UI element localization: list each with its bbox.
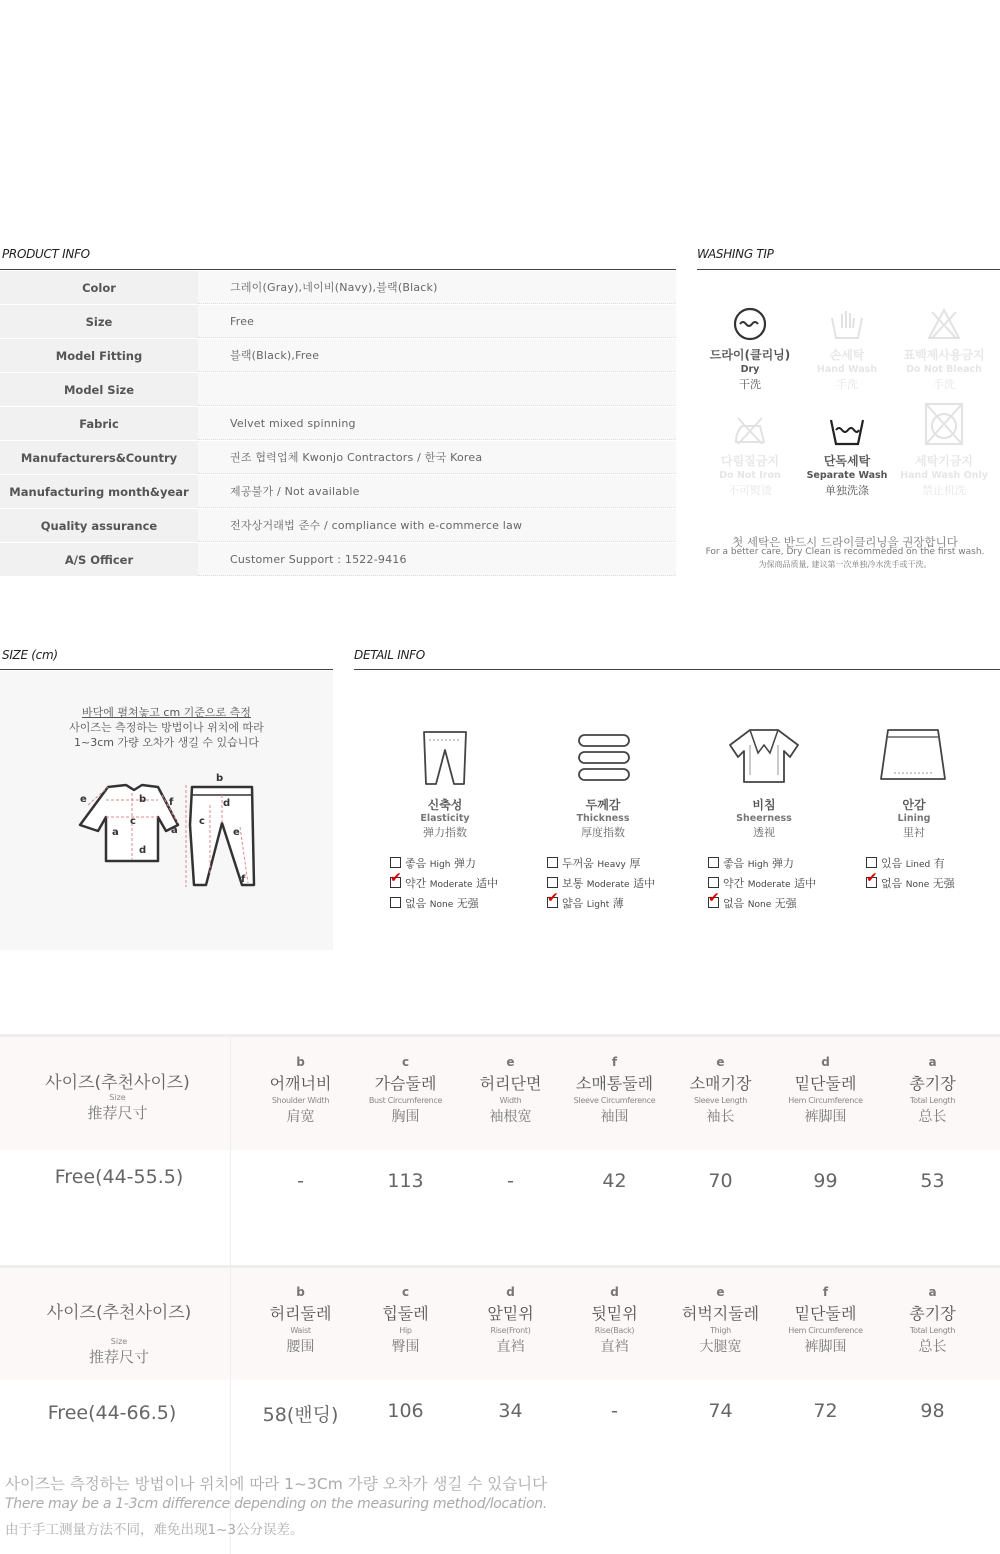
wash-item-separate: 단독세탁 Separate Wash 单独洗涤 <box>797 412 897 498</box>
product-info-label: Fabric <box>0 407 198 440</box>
garment-diagram <box>70 765 270 895</box>
diagram-letter: e <box>80 794 87 805</box>
wash-item-dry: 드라이(클리닝) Dry 干洗 <box>700 306 800 392</box>
column-header: f 밑단둘레 Hem Circumference 裤脚围 <box>788 1285 863 1355</box>
wash-item-iron: 다림질금지 Do Not Iron 不可熨烫 <box>700 412 800 498</box>
detail-option: 보통 Moderate 适中 <box>547 875 655 891</box>
no-machine-wash-icon <box>922 400 966 448</box>
footer-note-cn: 由于手工测量方法不同，难免出现1~3公分误差。 <box>5 1522 304 1538</box>
product-info-value <box>198 373 676 406</box>
table-cell: 53 <box>920 1170 945 1192</box>
diagram-letter: b <box>216 773 224 784</box>
detail-elasticity: 신축성 Elasticity 弹力指数 <box>420 798 470 839</box>
column-header: a 총기장 Total Length 总长 <box>909 1285 956 1355</box>
table-cell: 42 <box>602 1170 627 1192</box>
checkbox-icon <box>708 857 719 868</box>
column-header: e 허벅지둘레 Thigh 大腿宽 <box>681 1285 760 1355</box>
detail-option: ✔없음 None 无强 <box>866 875 955 891</box>
bottom-row-label: Free(44-66.5) <box>47 1402 177 1424</box>
no-bleach-icon <box>926 306 962 342</box>
detail-option: 좋음 High 弹力 <box>708 855 794 871</box>
diagram-letter: d <box>139 845 147 856</box>
checkbox-icon <box>866 857 877 868</box>
product-info-value: 권조 협력업체 Kwonjo Contractors / 한국 Korea <box>198 441 676 474</box>
table-cell: 70 <box>708 1170 733 1192</box>
table-cell: 34 <box>498 1400 523 1422</box>
layers-icon <box>576 732 632 784</box>
checkbox-icon <box>708 897 719 908</box>
checkbox-icon <box>390 877 401 888</box>
table-cell: 74 <box>708 1400 733 1422</box>
diagram-letter: f <box>241 874 246 885</box>
checkbox-icon <box>866 877 877 888</box>
washing-tip-title: WASHING TIP <box>697 247 774 261</box>
table-cell: - <box>297 1170 304 1192</box>
detail-info-title: DETAIL INFO <box>354 648 425 662</box>
column-header: e 소매기장 Sleeve Length 袖长 <box>689 1055 752 1125</box>
column-header: b 어깨너비 Shoulder Width 肩宽 <box>269 1055 332 1125</box>
table-cell: 113 <box>387 1170 424 1192</box>
wash-note-ko: 첫 세탁은 반드시 드라이클리닝을 권장합니다 <box>732 535 958 549</box>
detail-option: ✔없음 None 无强 <box>708 895 797 911</box>
diagram-letter: a <box>112 827 119 838</box>
product-info-row <box>0 271 676 305</box>
diagram-letter: c <box>199 816 205 827</box>
product-info-table <box>0 271 676 577</box>
table-cell: 106 <box>387 1400 424 1422</box>
size-note-1: 바닥에 펼쳐놓고 cm 기준으로 측정 <box>82 706 251 719</box>
shirt-icon <box>728 727 800 785</box>
column-header: d 밑단둘레 Hem Circumference 裤脚围 <box>788 1055 863 1125</box>
checkbox-icon <box>547 877 558 888</box>
column-header: d 뒷밑위 Rise(Back) 直裆 <box>591 1285 638 1355</box>
product-info-row <box>0 441 676 475</box>
skirt-icon <box>878 727 948 783</box>
column-header: c 가슴둘레 Bust Circumference 胸围 <box>368 1055 443 1125</box>
table-cell: 98 <box>920 1400 945 1422</box>
column-header: b 허리둘레 Waist 腰围 <box>269 1285 332 1355</box>
product-info-row <box>0 305 676 339</box>
detail-option: 있음 Lined 有 <box>866 855 945 871</box>
product-info-value: 전자상거래법 준수 / compliance with e-commerce law <box>198 509 676 542</box>
checkbox-icon <box>708 877 719 888</box>
checkbox-icon <box>390 857 401 868</box>
wash-item-bleach: 표백제사용금지 Do Not Bleach 手洗 <box>894 306 994 392</box>
detail-thickness: 두께감 Thickness 厚度指数 <box>576 798 630 839</box>
divider <box>354 669 1000 670</box>
product-info-label: Manufacturing month&year <box>0 475 198 508</box>
product-info-value: Free <box>198 305 676 338</box>
product-info-label: Model Size <box>0 373 198 406</box>
divider <box>697 269 1000 270</box>
checkbox-icon <box>547 897 558 908</box>
pants-icon <box>420 728 470 788</box>
wash-item-hand: 손세탁 Hand Wash 手洗 <box>797 306 897 392</box>
column-header: c 힙둘레 Hip 臀围 <box>382 1285 429 1355</box>
product-info-label: Quality assurance <box>0 509 198 542</box>
divider <box>0 269 676 270</box>
product-info-value: Customer Support : 1522-9416 <box>198 543 676 576</box>
product-info-label: A/S Officer <box>0 543 198 576</box>
product-info-row <box>0 475 676 509</box>
diagram-letter: f <box>169 797 174 808</box>
product-info-title: PRODUCT INFO <box>2 247 90 261</box>
divider <box>0 669 333 670</box>
table-cell: 58(밴딩) <box>262 1404 339 1426</box>
detail-option: 두꺼움 Heavy 厚 <box>547 855 640 871</box>
product-info-row <box>0 509 676 543</box>
size-cm-title: SIZE (cm) <box>2 648 58 662</box>
diagram-letter: d <box>223 798 231 809</box>
product-info-value: Velvet mixed spinning <box>198 407 676 440</box>
footer-note-ko: 사이즈는 측정하는 방법이나 위치에 따라 1~3Cm 가량 오차가 생길 수 있습니다 <box>5 1475 548 1493</box>
product-info-label: Size <box>0 305 198 338</box>
diagram-letter: c <box>130 816 136 827</box>
top-size-label: 사이즈(추천사이즈) Size 推荐尺寸 <box>45 1073 190 1122</box>
detail-option: 약간 Moderate 适中 <box>708 875 816 891</box>
table-cell: - <box>507 1170 514 1192</box>
size-note-3: 1~3cm 가량 오차가 생길 수 있습니다 <box>74 736 259 749</box>
product-info-value: 그레이(Gray),네이비(Navy),블랙(Black) <box>198 271 676 304</box>
checkbox-icon <box>547 857 558 868</box>
product-info-row <box>0 407 676 441</box>
column-header: a 총기장 Total Length 总长 <box>909 1055 956 1125</box>
detail-lining: 안감 Lining 里衬 <box>897 798 931 839</box>
wash-note-en: For a better care, Dry Clean is recommeded on the first wash. <box>705 547 985 557</box>
detail-option: ✔얇음 Light 薄 <box>547 895 624 911</box>
dry-clean-icon <box>732 306 768 342</box>
product-info-value: 제공불가 / Not available <box>198 475 676 508</box>
column-header: e 허리단면 Width 袖根宽 <box>479 1055 542 1125</box>
wash-note-cn: 为保商品质量, 建议第一次单独冷水洗手或干洗。 <box>758 560 932 569</box>
detail-option: ✔약간 Moderate 适中 <box>390 875 498 891</box>
product-info-label: Model Fitting <box>0 339 198 372</box>
diagram-letter: b <box>139 794 147 805</box>
separate-wash-icon <box>828 412 866 448</box>
diagram-letter: e <box>233 827 240 838</box>
diagram-letter: a <box>171 825 178 836</box>
hand-wash-icon <box>829 306 865 342</box>
product-info-row <box>0 339 676 373</box>
footer-note-en: There may be a 1-3cm difference depending on the measuring method/location. <box>5 1496 547 1512</box>
product-info-row <box>0 543 676 577</box>
column-header: d 앞밑위 Rise(Front) 直裆 <box>487 1285 534 1355</box>
table-cell: 72 <box>813 1400 838 1422</box>
detail-option: 없음 None 无强 <box>390 895 479 911</box>
product-info-value: 블랙(Black),Free <box>198 339 676 372</box>
product-info-row <box>0 373 676 407</box>
table-cell: 99 <box>813 1170 838 1192</box>
checkbox-icon <box>390 897 401 908</box>
product-info-label: Color <box>0 271 198 304</box>
size-note-2: 사이즈는 측정하는 방법이나 위치에 따라 <box>69 721 264 734</box>
top-row-label: Free(44-55.5) <box>54 1166 184 1188</box>
product-info-label: Manufacturers&Country <box>0 441 198 474</box>
detail-sheerness: 비침 Sheerness 透视 <box>736 798 792 839</box>
detail-option: 좋음 High 弹力 <box>390 855 476 871</box>
column-header: f 소매통둘레 Sleeve Circumference 袖围 <box>573 1055 656 1125</box>
no-iron-icon <box>732 412 768 448</box>
table-cell: - <box>611 1400 618 1422</box>
bottom-size-label: 사이즈(추천사이즈) Size 推荐尺寸 <box>46 1303 192 1366</box>
wash-item-machine: 세탁기금지 Hand Wash Only 禁止机洗 <box>894 400 994 498</box>
